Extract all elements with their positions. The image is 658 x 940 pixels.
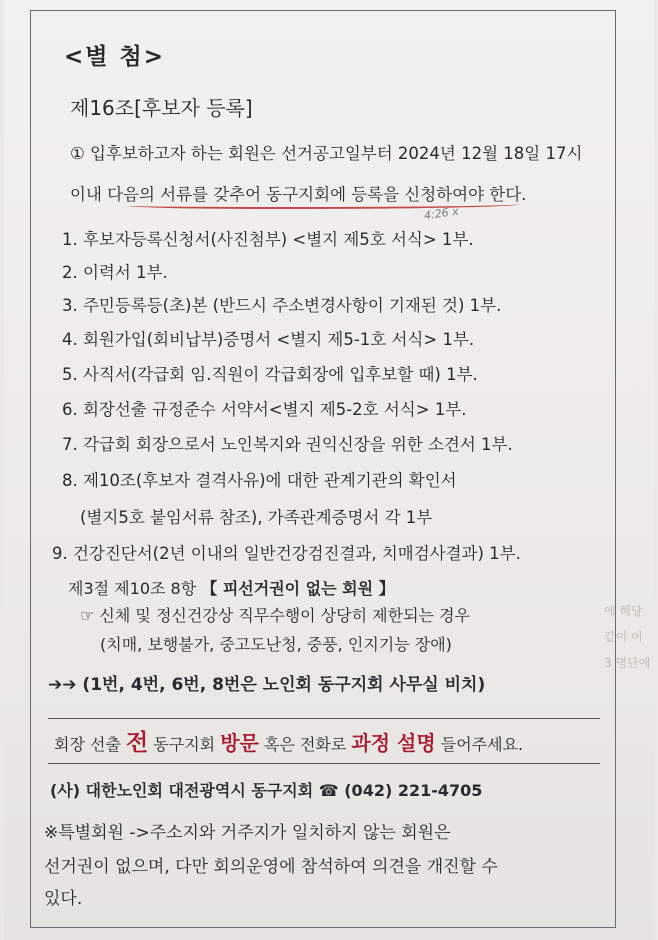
article-title: 제16조[후보자 등록]: [70, 96, 253, 120]
section-ref-text: 제3절 제10조 8항: [68, 579, 197, 598]
list-item-7: 7. 각급회 회장으로서 노인복지와 권익신장을 위한 소견서 1부.: [62, 435, 513, 454]
section-title: 【 피선거권이 없는 회원 】: [201, 579, 395, 598]
bleed-text-2: 같이 어: [604, 630, 643, 644]
arrow-icon: ➔➔: [48, 675, 77, 695]
attachment-label: <별 첨>: [64, 44, 165, 70]
section-ref: [68, 576, 395, 599]
notice-text: [54, 724, 523, 757]
list-item-6: 6. 회장선출 규정준수 서약서<별지 제5-2호 서식> 1부.: [62, 400, 467, 419]
section-line-1: ☞ 신체 및 정신건강상 직무수행이 상당히 제한되는 경우: [80, 606, 470, 625]
list-item-3: 3. 주민등록등(초)본 (반드시 주소변경사항이 기재된 것) 1부.: [62, 296, 502, 315]
notice-emphasis-3: 과정 설명: [351, 731, 436, 755]
list-item-4: 4. 회원가입(회비납부)증명서 <별지 제5-1호 서식> 1부.: [62, 330, 475, 349]
special-line-2: 선거권이 없으며, 다만 회의운영에 참석하여 의견을 개진할 수: [44, 857, 498, 877]
paragraph-line-1: ① 입후보하고자 하는 회원은 선거공고일부터 2024년 12월 18일 17시: [70, 144, 583, 163]
bleed-text-3: 3 명단에: [604, 656, 651, 670]
paragraph-line-2: 이내 다음의 서류를 갖추어 동구지회에 등록을 신청하여야 한다.: [70, 185, 527, 204]
section-line-2: (치매, 보행불가, 중고도난청, 중풍, 인지기능 장애): [100, 635, 452, 654]
list-item-8-continued: (별지5호 붙임서류 참조), 가족관계증명서 각 1부: [80, 508, 433, 527]
office-note: (1번, 4번, 6번, 8번은 노인회 동구지회 사무실 비치): [82, 675, 486, 695]
notice-part-4: 들어주세요.: [435, 735, 524, 754]
notice-emphasis-1: 전: [126, 730, 149, 756]
document-page: [4, 0, 654, 940]
notice-part-1: 회장 선출: [54, 735, 126, 754]
list-item-2: 2. 이력서 1부.: [62, 263, 168, 282]
list-item-8: 8. 제10조(후보자 결격사유)에 대한 관계기관의 확인서: [62, 471, 457, 490]
office-note-row: [48, 670, 485, 695]
bleed-text-1: 에 해당: [604, 604, 643, 618]
notice-emphasis-2: 방문: [220, 731, 259, 755]
contact-line: (사) 대한노인회 대전광역시 동구지회 ☎ (042) 221-4705: [50, 781, 483, 800]
special-line-3: 있다.: [44, 889, 83, 909]
list-item-5: 5. 사직서(각급회 임.직원이 각급회장에 입후보할 때) 1부.: [62, 365, 478, 384]
handwritten-note: 4:26 x: [423, 204, 460, 223]
notice-part-2: 동구지회: [148, 735, 221, 754]
special-line-1: ※특별회원 ->주소지와 거주지가 일치하지 않는 회원은: [44, 823, 451, 843]
list-item-9: 9. 건강진단서(2년 이내의 일반건강검진결과, 치매검사결과) 1부.: [52, 544, 521, 563]
list-item-1: 1. 후보자등록신청서(사진첨부) <별지 제5호 서식> 1부.: [62, 230, 474, 249]
notice-part-3: 혹은 전화로: [258, 735, 352, 754]
